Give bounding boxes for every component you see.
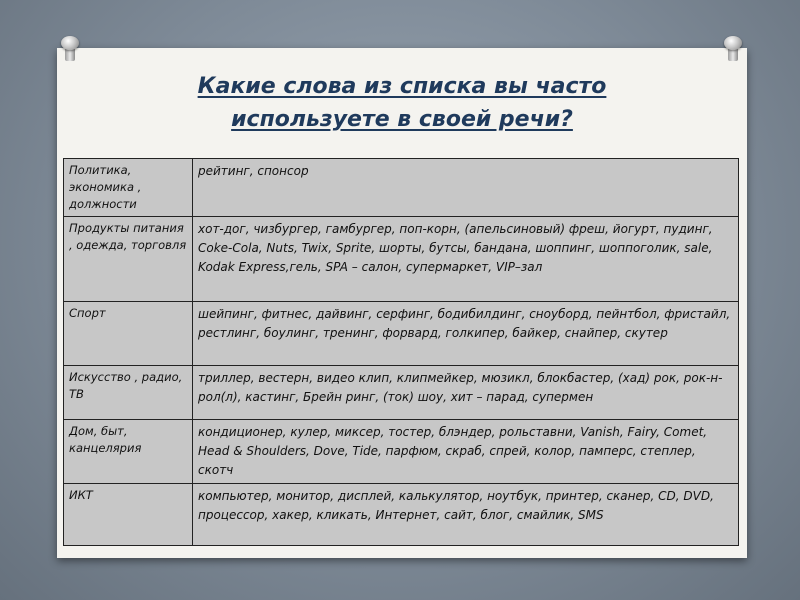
words-cell: рейтинг, спонсор <box>193 159 739 217</box>
words-cell: компьютер, монитор, дисплей, калькулятор, ноутбук, принтер, сканер, CD, DVD, процессор, хакер, кликать, Интернет, сайт, блог, смайлик, SMS <box>193 484 739 546</box>
table-row <box>64 484 739 546</box>
words-cell: хот-дог, чизбургер, гамбургер, поп-корн, (апельсиновый) фреш, йогурт, пудинг, Coke-Cola, Nuts, Twix, Sprite, шорты, бутсы, бандана, шоппинг, шоппоголик, sale, Kodak Express,гель, SPA – салон, супермаркет, VIP–зал <box>193 217 739 302</box>
category-cell: Продукты питания , одежда, торговля <box>64 217 193 302</box>
table-row <box>64 302 739 366</box>
category-cell: ИКТ <box>64 484 193 546</box>
words-cell: триллер, вестерн, видео клип, клипмейкер, мюзикл, блокбастер, (хад) рок, рок-н-рол(л), кастинг, Брейн ринг, (ток) шоу, хит – парад, супермен <box>193 366 739 420</box>
category-cell: Дом, быт, канцелярия <box>64 420 193 484</box>
category-cell: Спорт <box>64 302 193 366</box>
table-row <box>64 217 739 302</box>
slide-title <box>57 70 747 136</box>
words-table <box>63 158 739 546</box>
slide-title-line-2: используете в своей речи? <box>231 107 573 132</box>
category-cell: Политика, экономика , должности <box>64 159 193 217</box>
pushpin-left-icon <box>61 36 79 62</box>
slide-title-line-1: Какие слова из списка вы часто <box>197 74 607 99</box>
table-row <box>64 420 739 484</box>
table-row <box>64 159 739 217</box>
table-row <box>64 366 739 420</box>
pushpin-right-icon <box>724 36 742 62</box>
category-cell: Искусство , радио, ТВ <box>64 366 193 420</box>
words-cell: кондиционер, кулер, миксер, тостер, блэндер, рольставни, Vanish, Fairy, Comet, Head & Shoulders, Dove, Tide, парфюм, скраб, спрей, колор, памперс, степлер, скотч <box>193 420 739 484</box>
words-cell: шейпинг, фитнес, дайвинг, серфинг, бодибилдинг, сноуборд, пейнтбол, фристайл, рестлинг, боулинг, тренинг, форвард, голкипер, байкер, снайпер, скутер <box>193 302 739 366</box>
